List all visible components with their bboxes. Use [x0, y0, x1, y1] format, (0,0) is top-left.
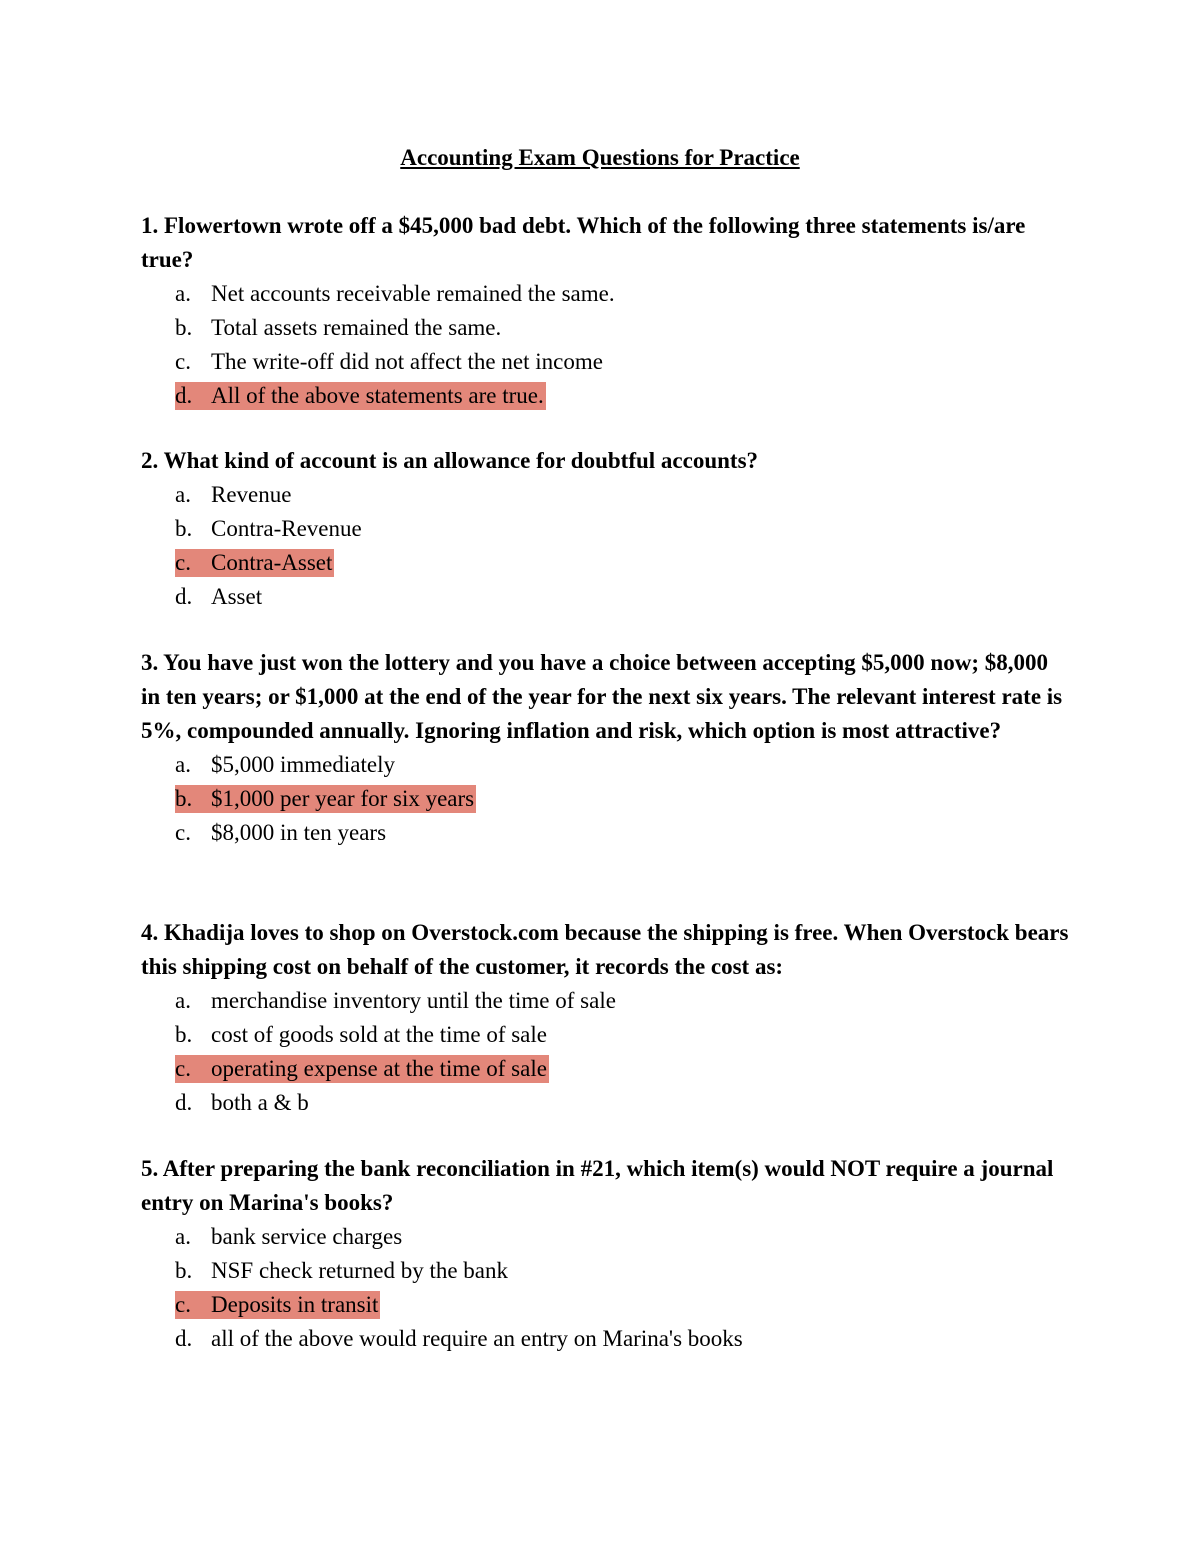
option-text: $5,000 immediately: [211, 752, 395, 777]
option-b: [141, 1018, 1071, 1052]
option-list: [141, 1220, 1071, 1356]
option-text: All of the above statements are true.: [211, 383, 544, 408]
option-a: [141, 1220, 1071, 1254]
option-a: [141, 748, 1071, 782]
option-list: [141, 277, 1071, 413]
option-body: [175, 987, 618, 1015]
question-5: [141, 1152, 1071, 1356]
option-letter: b.: [175, 1258, 193, 1283]
option-body: [175, 280, 617, 308]
option-body: [175, 1291, 380, 1319]
option-c: [141, 345, 1071, 379]
option-body: [175, 314, 503, 342]
document-title: Accounting Exam Questions for Practice: [400, 145, 800, 170]
option-body: [175, 348, 605, 376]
option-text: all of the above would require an entry on Marina's books: [211, 1326, 743, 1351]
option-c-highlighted: [141, 546, 1071, 580]
question-text: 4. Khadija loves to shop on Overstock.com because the shipping is free. When Overstock bears this shipping cost on behalf of the customer, it records the cost as:: [141, 920, 1069, 979]
option-text: Asset: [211, 584, 263, 609]
option-list: [141, 478, 1071, 614]
option-letter: b.: [175, 516, 193, 541]
option-text: Total assets remained the same.: [211, 315, 502, 340]
option-text: Contra-Revenue: [211, 516, 362, 541]
option-c-highlighted: [141, 1052, 1071, 1086]
option-b: [141, 311, 1071, 345]
option-text: operating expense at the time of sale: [211, 1056, 547, 1081]
option-body: [175, 1055, 549, 1083]
option-body: [175, 785, 476, 813]
option-body: [175, 1089, 311, 1117]
option-letter: a.: [175, 1224, 191, 1249]
option-letter: c.: [175, 1292, 191, 1317]
option-body: [175, 583, 264, 611]
question-text: 2. What kind of account is an allowance for doubtful accounts?: [141, 448, 759, 473]
option-letter: d.: [175, 1326, 193, 1351]
question-1: [141, 209, 1071, 413]
option-letter: b.: [175, 315, 193, 340]
question-2: [141, 444, 1071, 614]
option-text: $8,000 in ten years: [211, 820, 387, 845]
option-letter: c.: [175, 1056, 191, 1081]
option-d-highlighted: [141, 379, 1071, 413]
question-text: 3. You have just won the lottery and you have a choice between accepting $5,000 now; $8,000 in ten years; or $1,000 at the end of the year for the next six years. The relevant interest rate is 5%, compounded annually. Ignoring inflation and risk, which option is most attractive?: [141, 650, 1063, 743]
option-a: [141, 984, 1071, 1018]
option-body: [175, 1325, 745, 1353]
option-letter: b.: [175, 786, 193, 811]
option-letter: c.: [175, 820, 191, 845]
option-letter: d.: [175, 383, 193, 408]
question-3: [141, 646, 1071, 850]
option-text: bank service charges: [211, 1224, 403, 1249]
option-text: The write-off did not affect the net income: [211, 349, 603, 374]
option-text: Deposits in transit: [211, 1292, 379, 1317]
option-list: [141, 748, 1071, 850]
option-letter: a.: [175, 482, 191, 507]
option-letter: d.: [175, 1090, 193, 1115]
option-body: [175, 819, 388, 847]
option-a: [141, 277, 1071, 311]
option-body: [175, 751, 397, 779]
option-text: both a & b: [211, 1090, 309, 1115]
question-text: 1. Flowertown wrote off a $45,000 bad debt. Which of the following three statements is/are true?: [141, 213, 1026, 272]
option-body: [175, 382, 546, 410]
option-letter: a.: [175, 988, 191, 1013]
option-text: Revenue: [211, 482, 292, 507]
question-text: 5. After preparing the bank reconciliation in #21, which item(s) would NOT require a journal entry on Marina's books?: [141, 1156, 1054, 1215]
option-c: [141, 816, 1071, 850]
option-body: [175, 515, 364, 543]
option-b-highlighted: [141, 782, 1071, 816]
option-text: $1,000 per year for six years: [211, 786, 475, 811]
question-4: [141, 916, 1071, 1120]
option-letter: a.: [175, 752, 191, 777]
option-letter: b.: [175, 1022, 193, 1047]
option-text: NSF check returned by the bank: [211, 1258, 509, 1283]
option-letter: c.: [175, 550, 191, 575]
option-list: [141, 984, 1071, 1120]
option-letter: c.: [175, 349, 191, 374]
option-d: [141, 580, 1071, 614]
option-text: cost of goods sold at the time of sale: [211, 1022, 547, 1047]
option-text: Contra-Asset: [211, 550, 333, 575]
option-body: [175, 1223, 404, 1251]
option-body: [175, 549, 334, 577]
option-b: [141, 512, 1071, 546]
option-b: [141, 1254, 1071, 1288]
option-letter: a.: [175, 281, 191, 306]
option-body: [175, 481, 293, 509]
option-body: [175, 1257, 510, 1285]
option-text: Net accounts receivable remained the same.: [211, 281, 615, 306]
option-a: [141, 478, 1071, 512]
option-letter: d.: [175, 584, 193, 609]
option-c-highlighted: [141, 1288, 1071, 1322]
option-d: [141, 1086, 1071, 1120]
option-d: [141, 1322, 1071, 1356]
option-body: [175, 1021, 549, 1049]
option-text: merchandise inventory until the time of sale: [211, 988, 616, 1013]
